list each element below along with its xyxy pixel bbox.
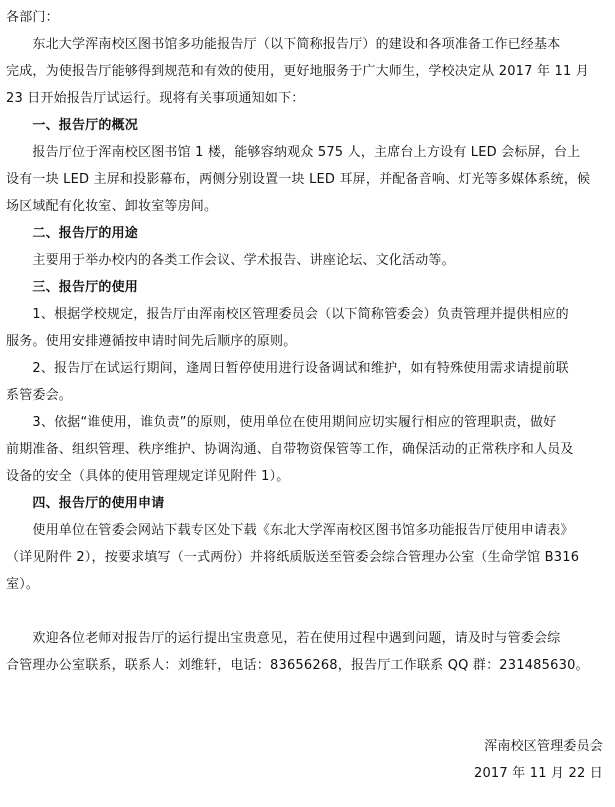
section-1-line-2: 设有一块 LED 主屏和投影幕布，两侧分别设置一块 LED 耳屏，并配备音响、灯光等多媒体系统，候 xyxy=(6,172,591,187)
section-4-line-2: （详见附件 2），按要求填写（一式两份）并将纸质版送至管委会综合管理办公室（生命学馆 B316 xyxy=(6,550,580,565)
salutation: 各部门： xyxy=(6,10,59,25)
section-3-item-2-line-1: 2、报告厅在试运行期间，逢周日暂停使用进行设备调试和维护，如有特殊使用需求请提前联 xyxy=(6,361,569,376)
section-3-item-1-line-1: 1、根据学校规定，报告厅由浑南校区管理委员会（以下简称管委会）负责管理并提供相应的 xyxy=(6,307,569,322)
section-3-item-2-line-2: 系管委会。 xyxy=(6,388,73,403)
section-4-line-3: 室）。 xyxy=(6,577,40,592)
intro-line-3: 23 日开始报告厅试运行。现将有关事项通知如下： xyxy=(6,91,305,106)
section-3-item-3-line-3: 设备的安全（具体的使用管理规定详见附件 1）。 xyxy=(6,469,290,484)
issue-date: 2017 年 11 月 22 日 xyxy=(473,766,603,781)
intro-line-2: 完成，为使报告厅能够得到规范和有效的使用，更好地服务于广大师生，学校决定从 2017 年 11 月 xyxy=(6,64,589,79)
signature: 浑南校区管理委员会 xyxy=(484,739,603,754)
closing-line-2: 合管理办公室联系，联系人：刘维轩，电话：83656268，报告厅工作联系 QQ 群：231485630。 xyxy=(6,658,589,673)
closing-line-1: 欢迎各位老师对报告厅的运行提出宝贵意见，若在使用过程中遇到问题，请及时与管委会综 xyxy=(6,631,561,646)
section-1-line-1: 报告厅位于浑南校区图书馆 1 楼，能够容纳观众 575 人，主席台上方设有 LED 会标屏，台上 xyxy=(6,145,581,160)
section-4-line-1: 使用单位在管委会网站下载专区处下载《东北大学浑南校区图书馆多功能报告厅使用申请表》 xyxy=(6,523,574,538)
section-1-heading: 一、报告厅的概况 xyxy=(6,118,139,133)
section-3-heading: 三、报告厅的使用 xyxy=(6,280,139,295)
intro-line-1: 东北大学浑南校区图书馆多功能报告厅（以下简称报告厅）的建设和各项准备工作已经基本 xyxy=(6,37,561,52)
section-1-line-3: 场区域配有化妆室、卸妆室等房间。 xyxy=(6,199,218,214)
section-3-item-3-line-2: 前期准备、组织管理、秩序维护、协调沟通、自带物资保管等工作，确保活动的正常秩序和人员及 xyxy=(6,442,574,457)
section-3-item-1-line-2: 服务。使用安排遵循按申请时间先后顺序的原则。 xyxy=(6,334,297,349)
section-4-heading: 四、报告厅的使用申请 xyxy=(6,496,165,511)
section-2-heading: 二、报告厅的用途 xyxy=(6,226,139,241)
section-2-line-1: 主要用于举办校内的各类工作会议、学术报告、讲座论坛、文化活动等。 xyxy=(6,253,455,268)
section-3-item-3-line-1: 3、依据“谁使用，谁负责”的原则，使用单位在使用期间应切实履行相应的管理职责，做好 xyxy=(6,415,557,430)
